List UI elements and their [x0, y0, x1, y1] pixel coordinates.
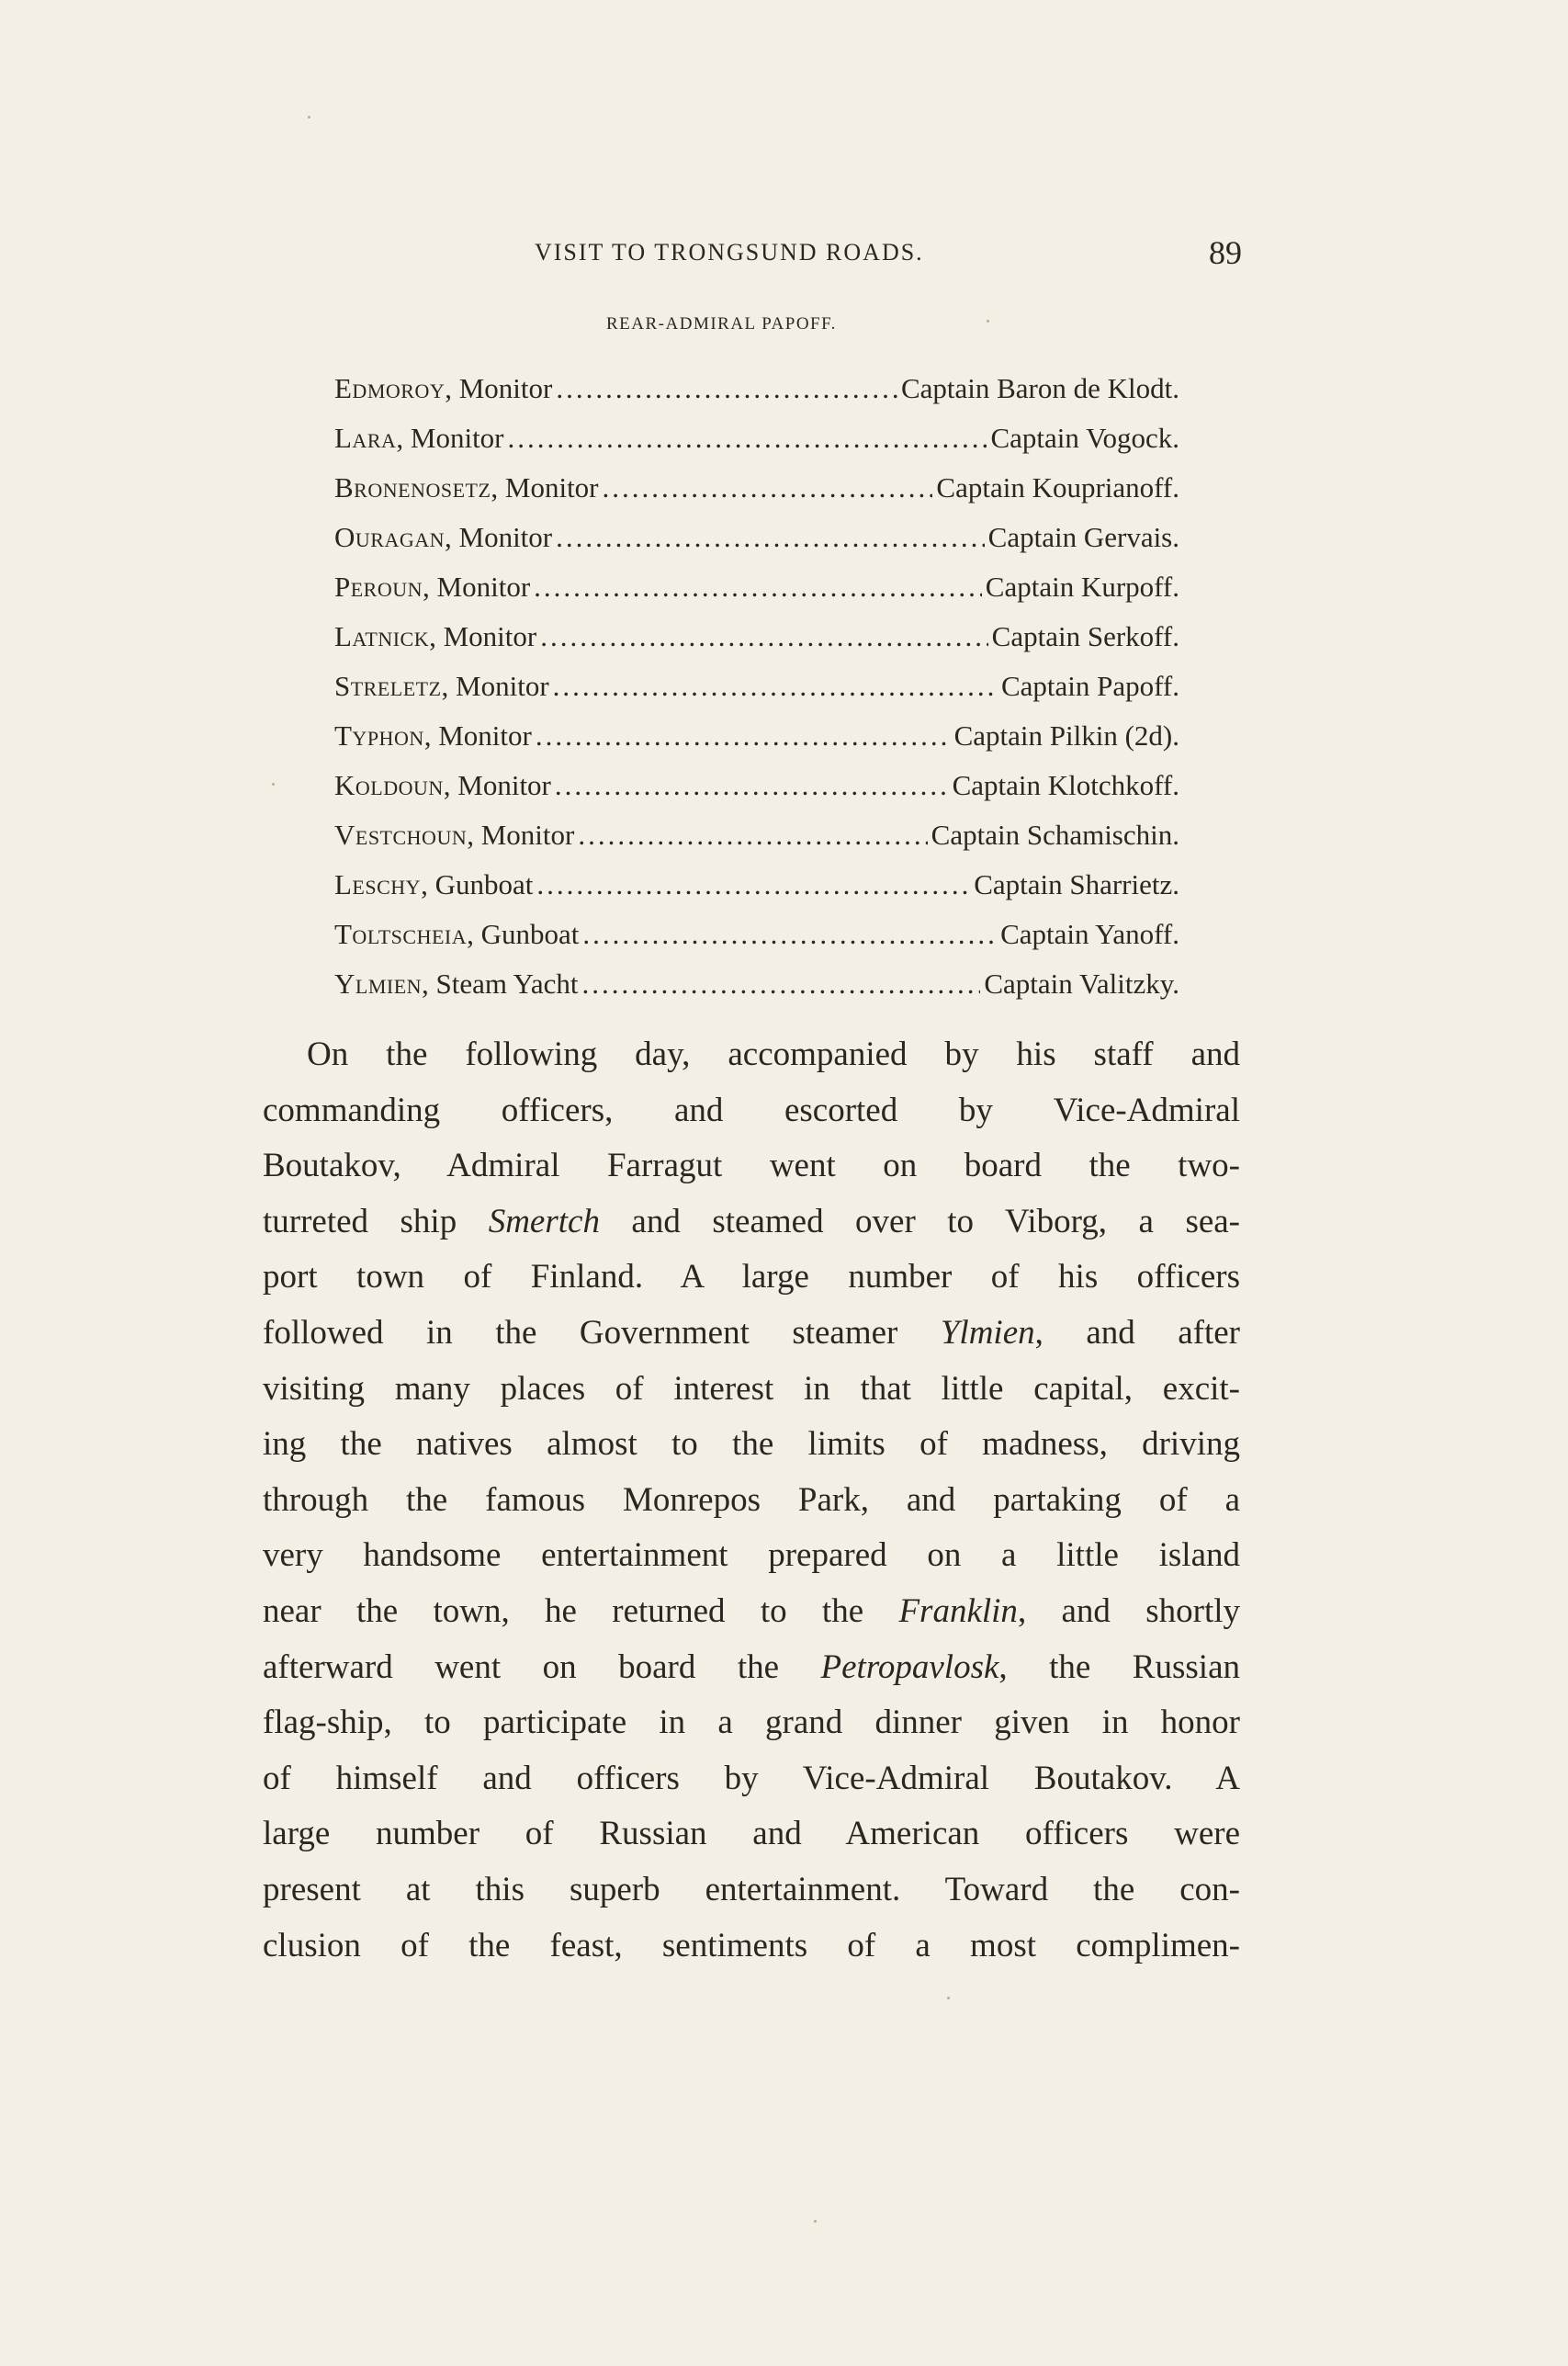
ship-entry: [334, 868, 533, 901]
roster-row: [334, 620, 1179, 670]
body-line: flag-ship, to participate in a grand dinner given in honor: [263, 1704, 1240, 1742]
ship-type: , Monitor: [423, 719, 532, 752]
roster-row: [334, 422, 1179, 471]
ship-entry: [334, 968, 579, 1001]
ship-name: Lara: [334, 422, 397, 454]
body-line: commanding officers, and escorted by Vice-Admiral: [263, 1091, 1240, 1129]
ship-name: Streletz: [334, 670, 442, 702]
ship-name: Edmoroy: [334, 372, 446, 404]
captain-name: Captain Yanoff.: [1000, 918, 1179, 950]
captain-name: Captain Baron de Klodt.: [900, 372, 1179, 404]
roster-row: [334, 868, 1179, 918]
captain-name: Captain Schamischin.: [931, 819, 1179, 851]
ship-type: , Monitor: [491, 471, 599, 504]
captain-name: Captain Pilkin (2d).: [953, 719, 1179, 752]
ship-entry: [334, 620, 536, 653]
ship-type: , Monitor: [445, 521, 553, 553]
body-line: present at this superb entertainment. Toward the con-: [263, 1870, 1240, 1908]
body-line: Boutakov, Admiral Farragut went on board the two-: [263, 1147, 1240, 1185]
ship-type: , Monitor: [443, 769, 551, 801]
ship-type: , Monitor: [441, 670, 549, 702]
body-line: through the famous Monrepos Park, and partaking of a: [263, 1480, 1240, 1519]
captain-name: Captain Gervais.: [987, 521, 1179, 553]
dot-leader: [555, 769, 949, 802]
roster-row: [334, 819, 1179, 868]
dot-leader: [508, 422, 987, 455]
ship-type: , Monitor: [423, 571, 531, 603]
ship-type: , Monitor: [445, 372, 553, 404]
ship-name: Ouragan: [334, 521, 445, 553]
dot-leader: [556, 372, 897, 405]
roster-row: [334, 918, 1179, 968]
captain-name: Captain Kurpoff.: [985, 571, 1179, 603]
dot-leader: [603, 471, 933, 504]
roster-row: [334, 521, 1179, 571]
dot-leader: [536, 719, 951, 753]
body-line: visiting many places of interest in that little capital, excit-: [263, 1369, 1240, 1408]
ship-name: Leschy: [334, 868, 422, 900]
ship-name: Ylmien: [334, 968, 423, 1000]
captain-name: Captain Kouprianoff.: [936, 471, 1179, 504]
dot-leader: [556, 521, 985, 554]
ship-type: , Monitor: [396, 422, 504, 454]
paper-speck: [272, 783, 275, 786]
ship-type: , Monitor: [467, 819, 575, 851]
roster-row: [334, 372, 1179, 422]
roster-row: [334, 571, 1179, 620]
body-line: ing the natives almost to the limits of madness, driving: [263, 1425, 1240, 1464]
body-line: clusion of the feast, sentiments of a most complimen-: [263, 1926, 1240, 1964]
ship-entry: [334, 372, 552, 405]
body-line: followed in the Government steamer Ylmien, and after: [263, 1313, 1240, 1352]
body-line: near the town, he returned to the Franklin, and shortly: [263, 1591, 1241, 1630]
paper-speck: [987, 320, 989, 323]
dot-leader: [534, 571, 982, 604]
dot-leader: [582, 918, 997, 951]
body-line: large number of Russian and American officers were: [263, 1815, 1240, 1853]
captain-name: Captain Sharrietz.: [974, 868, 1179, 900]
ship-name: Bronenosetz: [334, 471, 491, 504]
ship-name: Typhon: [334, 719, 424, 752]
roster-row: [334, 670, 1179, 719]
roster-row: [334, 769, 1179, 819]
captain-name: Captain Klotchkoff.: [952, 769, 1179, 801]
ship-entry: [334, 471, 599, 504]
ship-name: Toltscheia: [334, 918, 468, 950]
captain-name: Captain Valitzky.: [984, 968, 1179, 1000]
ship-type: , Steam Yacht: [422, 968, 579, 1000]
captain-name: Captain Papoff.: [1000, 670, 1179, 702]
body-line: On the following day, accompanied by his staff and: [307, 1036, 1240, 1073]
paper-speck: [947, 1997, 950, 1999]
ship-entry: [334, 719, 532, 753]
paper-speck: [814, 2220, 817, 2223]
ship-name: Peroun: [334, 571, 423, 603]
ship-entry: [334, 571, 530, 604]
roster-row: [334, 471, 1179, 521]
ship-entry: [334, 769, 551, 802]
captain-name: Captain Vogock.: [990, 422, 1179, 454]
body-line: of himself and officers by Vice-Admiral Boutakov. A: [263, 1759, 1240, 1797]
ship-type: , Monitor: [429, 620, 537, 652]
roster-row: [334, 968, 1179, 1017]
ship-entry: [334, 521, 552, 554]
page-number: 89: [1209, 234, 1242, 271]
ship-name: Koldoun: [334, 769, 444, 801]
ship-name: Latnick: [334, 620, 430, 652]
section-heading: REAR-ADMIRAL PAPOFF.: [606, 314, 837, 334]
body-paragraph: [263, 1027, 1240, 1974]
body-line: very handsome entertainment prepared on a little island: [263, 1536, 1240, 1575]
dot-leader: [578, 819, 927, 852]
ship-type: , Gunboat: [421, 868, 534, 900]
dot-leader: [540, 620, 987, 653]
ship-entry: [334, 422, 504, 455]
dot-leader: [553, 670, 998, 703]
body-line: afterward went on board the Petropavlosk, the Russian: [263, 1647, 1240, 1686]
ship-entry: [334, 918, 579, 951]
dot-leader: [582, 968, 981, 1001]
ship-name: Vestchoun: [334, 819, 468, 851]
body-line: port town of Finland. A large number of his officers: [263, 1258, 1240, 1296]
ship-entry: [334, 670, 549, 703]
ship-type: , Gunboat: [467, 918, 580, 950]
captain-name: Captain Serkoff.: [991, 620, 1179, 652]
ship-roster: [334, 372, 1179, 1017]
body-line: turreted ship Smertch and steamed over to Viborg, a sea-: [263, 1202, 1241, 1240]
dot-leader: [536, 868, 970, 901]
roster-row: [334, 719, 1179, 769]
running-head: VISIT TO TRONGSUND ROADS.: [535, 239, 924, 266]
ship-entry: [334, 819, 574, 852]
paper-speck: [308, 116, 310, 119]
